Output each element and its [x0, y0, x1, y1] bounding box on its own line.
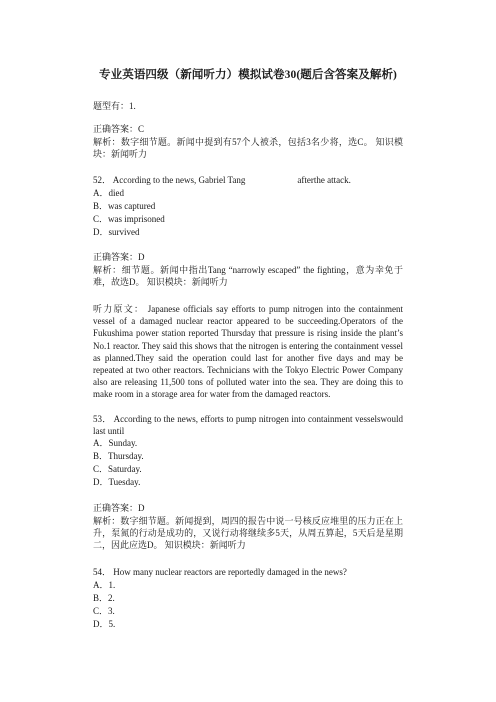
- option-c: C．was imprisoned: [93, 214, 165, 224]
- option-a: A．Sunday.: [93, 438, 138, 448]
- option-c: C．Saturday.: [93, 464, 142, 474]
- answer-line: 正确答案：D: [93, 503, 145, 513]
- document-title: 专业英语四级（新闻听力）模拟试卷30(题后含答案及解析): [99, 69, 397, 81]
- answer-line: 正确答案：D: [93, 252, 145, 262]
- option-c: C．3.: [93, 606, 115, 616]
- option-d: D．survived: [93, 227, 140, 237]
- question-53-stem: 53． According to the news, efforts to pump nitrogen into containment vesselswould last until: [93, 414, 403, 437]
- option-a: A．died: [93, 188, 124, 198]
- option-d: D．5.: [93, 619, 116, 629]
- analysis-paragraph: 解析：数字细节题。新闻提到，周四的报告中说一号核反应堆里的压力正在上升，泵氮的行动是成功的，又说行动将继续多5天，从周五算起，5天后是星期二，因此应选D。 知识模块：新闻听力: [93, 516, 403, 551]
- option-b: B．Thursday.: [93, 451, 144, 461]
- question-52-stem: [93, 174, 351, 186]
- analysis-paragraph: 解析：细节题。新闻中指出Tang “narrowly escaped” the fighting，意为幸免于难，故选D。 知识模块：新闻听力: [93, 265, 403, 288]
- option-d: D．Tuesday.: [93, 477, 141, 487]
- analysis-paragraph: 解析：数字细节题。新闻中提到有57个人被杀，包括3名少将，选C。 知识模块：新闻听力: [93, 137, 403, 160]
- option-b: B．2.: [93, 593, 115, 603]
- option-b: B．was captured: [93, 201, 156, 211]
- question-54-stem: 54． How many nuclear reactors are reportedly damaged in the news?: [93, 567, 347, 577]
- answer-line: 正确答案：C: [93, 124, 145, 134]
- question-52-stem-part1: 52． According to the news, Gabriel Tang: [93, 175, 246, 185]
- question-type-line: 题型有：1.: [93, 101, 136, 111]
- question-52-stem-part2: afterthe attack.: [297, 175, 351, 185]
- transcript-paragraph: 听力原文： Japanese officials say efforts to pump nitrogen into the containment vessel of a damaged nuclear reactor appeared to be succeeding.Operators of the Fukushima power station reported Thursday that pressure is rising inside the plant’s No.1 reactor. They said this shows that the nitrogen is entering the containment vessel as planned.They said the operation could last for another five days and may be repeated at two other reactors. Technicians with the Tokyo Electric Power Company also are releasing 11,500 tons of polluted water into the sea. They are doing this to make room in a storage area for water from the damaged reactors.: [93, 304, 403, 400]
- option-a: A．1.: [93, 580, 116, 590]
